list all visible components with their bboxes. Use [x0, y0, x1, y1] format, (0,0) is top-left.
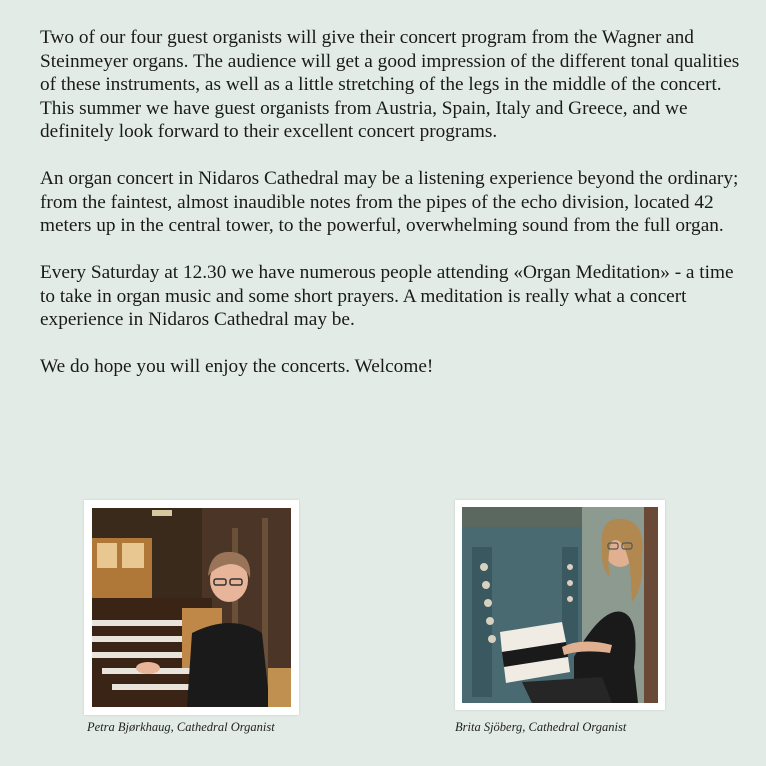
photo-frame-petra: [84, 500, 299, 715]
photo-frame-brita: [455, 500, 665, 710]
paragraph-welcome: We do hope you will enjoy the concerts. Welcome!: [40, 356, 434, 377]
paragraph-guest-countries: This summer we have guest organists from Austria, Spain, Italy and Greece, and we definitely look forward to their excellent concert programs.: [40, 97, 688, 142]
photo-petra-at-organ: [92, 508, 291, 707]
paragraph-listening-experience: An organ concert in Nidaros Cathedral may be a listening experience beyond the ordinary; from the faintest, almost inaudible notes from the pipes of the echo division, located 42 meters up in the central tower, to the powerful, overwhelming sound from the full organ.: [40, 168, 739, 236]
caption-brita: Brita Sjöberg, Cathedral Organist: [455, 720, 627, 734]
paragraph-organ-meditation: Every Saturday at 12.30 we have numerous people attending «Organ Meditation» - a time to take in organ music and some short prayers. A meditation is really what a concert experience in Nidaros Cathedral may be.: [40, 262, 734, 330]
article-text: [40, 26, 740, 402]
paragraph-guest-organists: Two of our four guest organists will give their concert program from the Wagner and Steinmeyer organs. The audience will get a good impression of the different tonal qualities of these instruments, as well as a little stretching of the legs in the middle of the concert.: [40, 27, 740, 95]
caption-petra: Petra Bjørkhaug, Cathedral Organist: [87, 720, 275, 734]
photo-brita-at-organ: [462, 507, 658, 703]
